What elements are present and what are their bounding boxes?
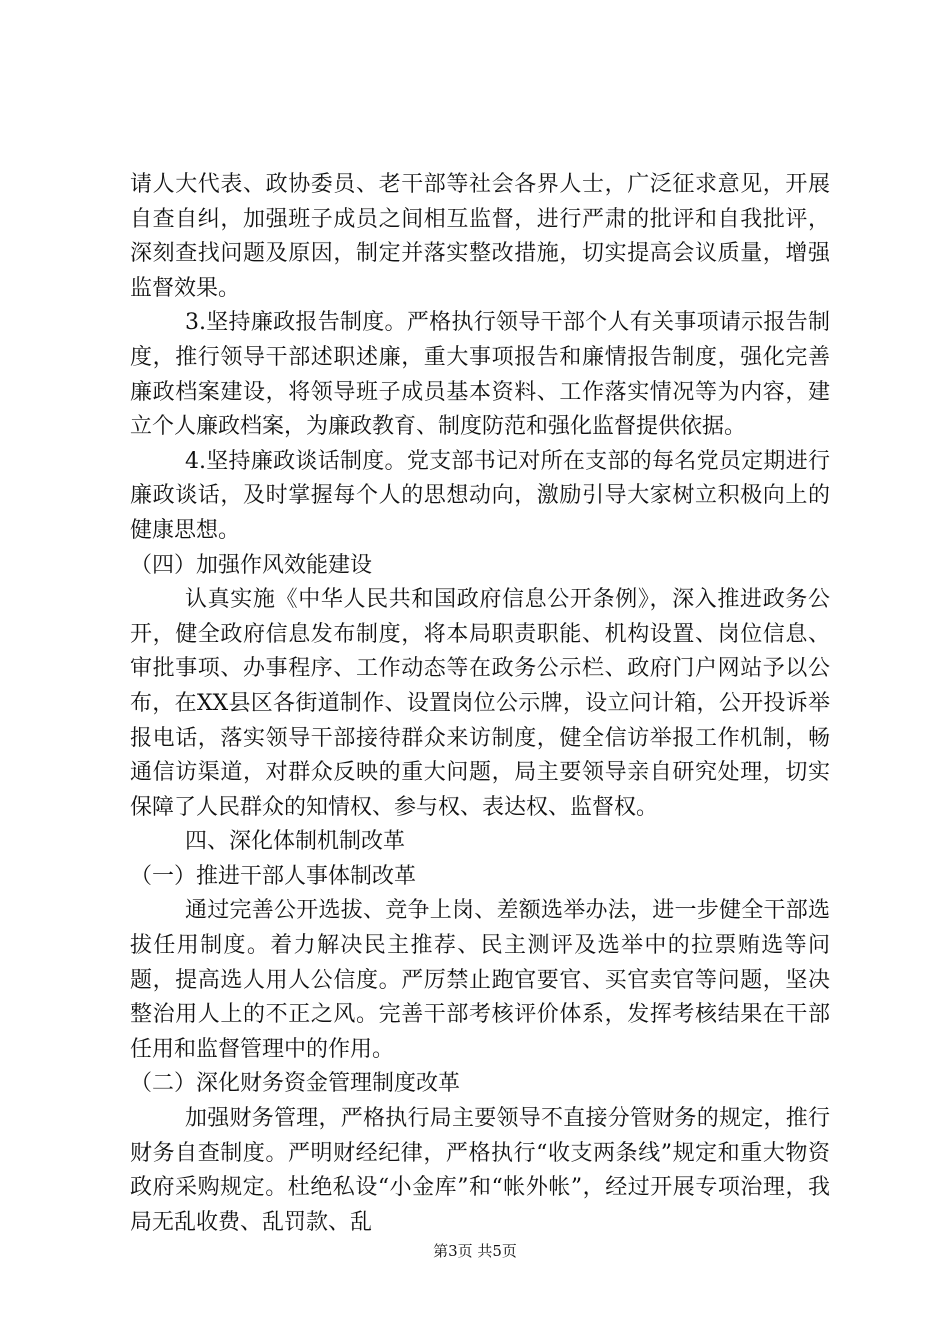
paragraph-personnel-reform: 通过完善公开选拔、竞争上岗、差额选举办法，进一步健全干部选拔任用制度。着力解决民主推荐、民主测评及选举中的拉票贿选等问题，提高选人用人公信度。严厉禁止跑官要官、买官卖官等问题，坚决整治用人上的不正之风。完善干部考核评价体系，发挥考核结果在干部任用和监督管理中的作用。 xyxy=(130,898,830,1062)
section-heading-reform: 四、深化体制机制改革 xyxy=(185,829,406,855)
paragraph-talk-system: 4.坚持廉政谈话制度。党支部书记对所在支部的每名党员定期进行廉政谈话，及时掌握每个人的思想动向，激励引导大家树立积极向上的健康思想。 xyxy=(130,448,830,543)
paragraph-continuation: 请人大代表、政协委员、老干部等社会各界人士，广泛征求意见，开展自查自纠，加强班子成员之间相互监督，进行严肃的批评和自我批评，深刻查找问题及原因，制定并落实整改措施，切实提高会议质量，增强监督效果。 xyxy=(130,172,830,301)
section-heading-finance-reform: （二）深化财务资金管理制度改革 xyxy=(130,1071,461,1097)
section-heading-work-style: （四）加强作风效能建设 xyxy=(130,552,373,578)
paragraph-report-system: 3.坚持廉政报告制度。严格执行领导干部个人有关事项请示报告制度，推行领导干部述职述廉，重大事项报告和廉情报告制度，强化完善廉政档案建设，将领导班子成员基本资料、工作落实情况等为内容，建立个人廉政档案，为廉政教育、制度防范和强化监督提供依据。 xyxy=(130,310,830,440)
paragraph-information-disclosure: 认真实施《中华人民共和国政府信息公开条例》，深入推进政务公开，健全政府信息发布制度，将本局职责职能、机构设置、岗位信息、审批事项、办事程序、工作动态等在政务公示栏、政府门户网站予以公布，在XX县区各街道制作、设置岗位公示牌，设立问计箱，公开投诉举报电话，落实领导干部接待群众来访制度，健全信访举报工作机制，畅通信访渠道，对群众反映的重大问题，局主要领导亲自研究处理，切实保障了人民群众的知情权、参与权、表达权、监督权。 xyxy=(130,587,830,820)
page-number-footer: 第3页 共5页 xyxy=(433,1242,517,1260)
document-body xyxy=(130,168,830,1240)
paragraph-finance-reform: 加强财务管理，严格执行局主要领导不直接分管财务的规定，推行财务自查制度。严明财经纪律，严格执行“收支两条线”规定和重大物资政府采购规定。杜绝私设“小金库”和“帐外帐”，经过开展专项治理，我局无乱收费、乱罚款、乱 xyxy=(130,1106,830,1235)
section-heading-personnel-reform: （一）推进干部人事体制改革 xyxy=(130,863,417,889)
